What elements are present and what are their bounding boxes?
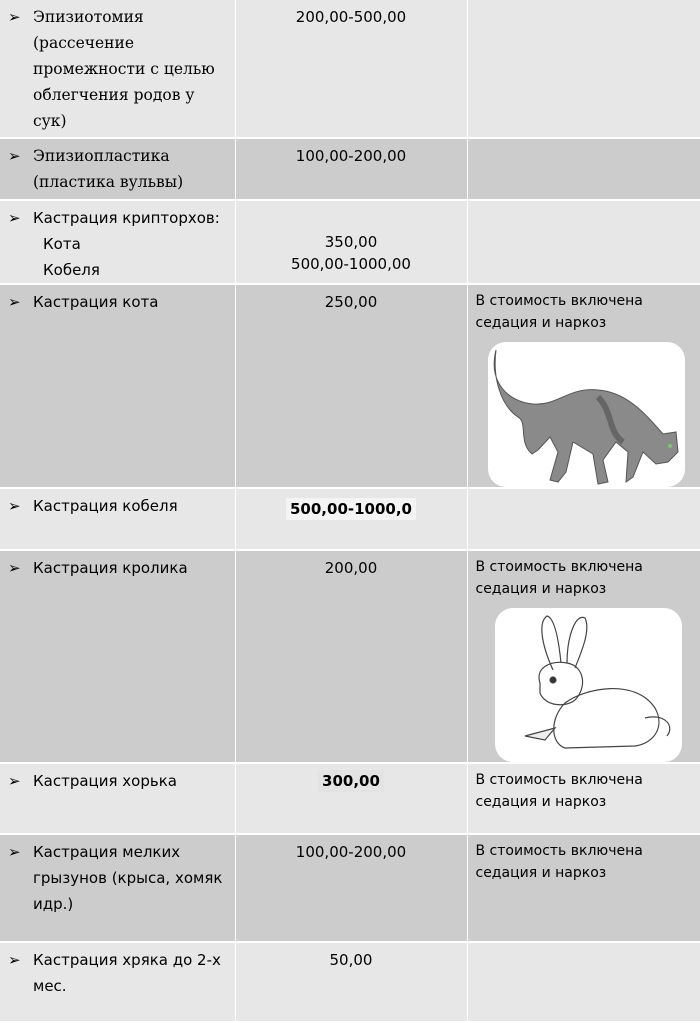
service-name: Кастрация кобеля: [33, 497, 178, 515]
sub-item: Кобеля: [43, 261, 100, 279]
price-value: 100,00-200,00: [295, 147, 407, 165]
bullet-icon: ➢: [8, 8, 21, 26]
price-value: 300,00: [318, 770, 384, 792]
note-text: В стоимость включена седация и наркоз: [475, 559, 643, 597]
service-name: Кастрация мелких грызунов (крыса, хомяк идр.): [33, 843, 223, 913]
price-value: 200,00: [324, 559, 378, 577]
service-name: Кастрация хорька: [33, 772, 177, 790]
price-value: 50,00: [329, 951, 373, 969]
table-row: [0, 488, 700, 550]
bullet-icon: ➢: [8, 497, 21, 515]
price-value: 100,00-200,00: [295, 843, 407, 861]
service-name: Кастрация хряка до 2-х мес.: [33, 951, 221, 995]
service-name: Эпизиотомия (рассечение промежности с целью облегчения родов у сук): [33, 8, 215, 130]
table-row: [0, 138, 700, 200]
price-value: 350,00: [324, 233, 378, 251]
cat-illustration: [488, 342, 685, 487]
bullet-icon: ➢: [8, 147, 21, 165]
table-row: [0, 763, 700, 834]
price-value: 250,00: [324, 293, 378, 311]
service-name: Кастрация кота: [33, 293, 159, 311]
service-name: Эпизиопластика (пластика вульвы): [33, 147, 184, 191]
table-row: [0, 0, 700, 138]
table-row: [0, 942, 700, 1022]
bullet-icon: ➢: [8, 772, 21, 790]
bullet-icon: ➢: [8, 843, 21, 861]
table-row: [0, 200, 700, 284]
rabbit-illustration: [495, 608, 682, 762]
service-name: Кастрация кролика: [33, 559, 188, 577]
bullet-icon: ➢: [8, 209, 21, 227]
note-text: В стоимость включена седация и наркоз: [475, 293, 643, 331]
note-text: В стоимость включена седация и наркоз: [475, 843, 643, 881]
note-text: В стоимость включена седация и наркоз: [475, 772, 643, 810]
bullet-icon: ➢: [8, 559, 21, 577]
sub-item: Кота: [43, 235, 81, 253]
price-value: 200,00-500,00: [295, 8, 407, 26]
table-row: [0, 834, 700, 942]
price-value: 500,00-1000,0: [286, 498, 416, 520]
bullet-icon: ➢: [8, 293, 21, 311]
service-name: Кастрация крипторхов:: [33, 209, 220, 227]
table-row: [0, 284, 700, 488]
table-row: [0, 550, 700, 763]
price-value: 500,00-1000,00: [291, 255, 411, 273]
bullet-icon: ➢: [8, 951, 21, 969]
